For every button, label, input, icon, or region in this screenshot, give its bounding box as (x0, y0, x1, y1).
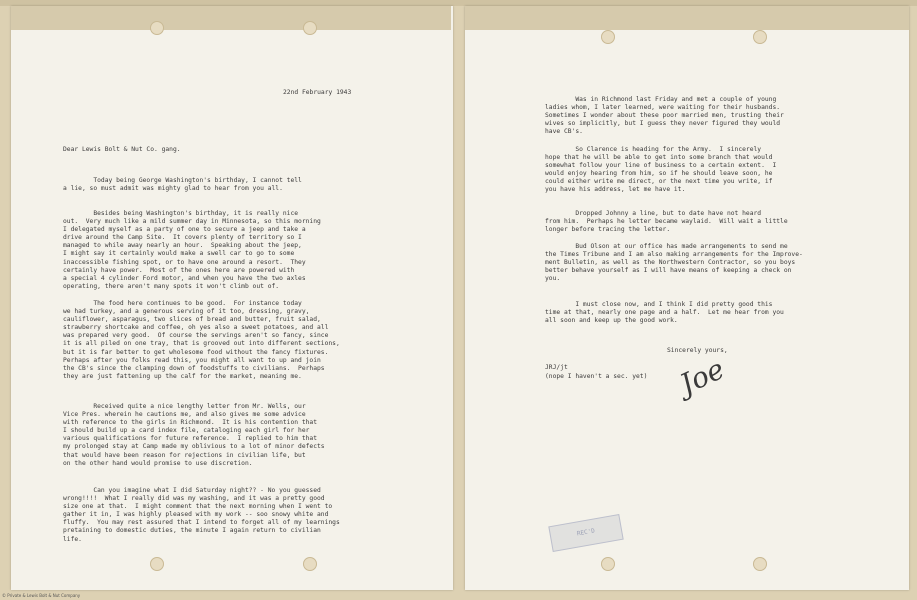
letter-paragraph: The food here continues to be good. For instance today we had turkey, and a generous serving of it too, dressing, gravy, cauliflower, asparagus, two slices of bread and butter, fruit salad, strawberry shortcake and coffee, oh yes also a sweet potatoes, and all was prepared very good. Of course the servings aren't so fancy, since it is all piled on one tray, that is grooved out into different sections, but it is far better to get wholesome food without the fancy fixtures. Perhaps after you folks read this, you might all want to up and join the CB's since the clamping down of foodstuffs to civilians. Perhaps they are just fattening up the calf for the market, meaning me. (63, 300, 340, 380)
letter-paragraph: Bud Olson at our office has made arrangements to send me the Times Tribune and I am also making arrangements for the Improve- ment Bulletin, as well as the Northwestern Contractor, so you boys better behave yourself as I will have means of keeping a check on you. (545, 243, 803, 283)
punch-hole (303, 21, 317, 35)
letter-paragraph: Was in Richmond last Friday and met a couple of young ladies whom, I later learned, were waiting for their husbands. Sometimes I wonder about these poor married men, trusting their wives so implicitly, but I guess they never figured they would have CB's. (545, 96, 784, 136)
letter-closing: Sincerely yours, (667, 347, 728, 354)
letter-paragraph: I must close now, and I think I did pretty good this time at that, nearly one page and a half. Let me hear from you all soon and keep up the good work. (545, 301, 784, 325)
punch-hole (601, 30, 615, 44)
letter-page-2 (465, 6, 909, 590)
punch-hole (753, 30, 767, 44)
tape-strip-right (465, 6, 909, 30)
received-stamp: REC'D (548, 514, 623, 552)
handwritten-signature: Joe (674, 352, 730, 401)
postscript-note: (nope I haven't a sec. yet) (545, 373, 648, 380)
letter-paragraph: Received quite a nice lengthy letter from Mr. Wells, our Vice Pres. wherein he cautions me, and also gives me some advice with reference to the girls in Richmond. It is his contention that I should build up a card index file, cataloging each girl for her various qualifications for future reference. I replied to him that my prolonged stay at Camp made my oblivious to a lot of minor defects that would have been reason for rejections in civilian life, but on the other hand would promise to use discretion. (63, 403, 325, 467)
tape-strip-left (11, 6, 451, 30)
punch-hole (601, 557, 615, 571)
typist-initials: JRJ/jt (545, 364, 568, 371)
letter-paragraph: Besides being Washington's birthday, it is really nice out. Very much like a mild summer day in Minnesota, so this morning I delegated myself as a party of one to secure a jeep and take a drive around the Camp Site. It covers plenty of territory so I managed to while away nearly an hour. Speaking about the jeep, I might say it certainly would make a swell car to go to some inaccessible fishing spot, or to have one around a resort. They certainly have power. Most of the ones here are powered with a special 4 cylinder Ford motor, and when you have the two axles operating, there aren't many spots it won't climb out of. (63, 210, 321, 290)
letter-date: 22nd February 1943 (283, 89, 352, 96)
punch-hole (303, 557, 317, 571)
punch-hole (753, 557, 767, 571)
punch-hole (150, 21, 164, 35)
image-credit: © Private & Lewis Bolt & Nut Company (2, 593, 81, 598)
letter-paragraph: Can you imagine what I did Saturday night?? - No you guessed wrong!!!! What I really did was my washing, and it was a pretty good size one at that. I might comment that the next morning when I went to gather it in, I was highly pleased with my work -- soo snowy white and fluffy. You may rest assured that I intend to forget all of my learnings pretaining to domestic duties, the minute I again return to civilian life. (63, 487, 340, 543)
letter-salutation: Dear Lewis Bolt & Nut Co. gang. (63, 146, 181, 153)
letter-paragraph: So Clarence is heading for the Army. I sincerely hope that he will be able to get into some branch that would somewhat follow your line of business to a certain extent. I would enjoy hearing from him, so if he should leave soon, he could either write me direct, or the next time you write, if you have his address, let me have it. (545, 146, 777, 194)
letter-paragraph: Dropped Johnny a line, but to date have not heard from him. Perhaps he letter became waylaid. Will wait a little longer before tracing the letter. (545, 210, 788, 234)
letter-paragraph: Today being George Washington's birthday, I cannot tell a lie, so must admit was mighty glad to hear from you all. (63, 177, 302, 193)
punch-hole (150, 557, 164, 571)
